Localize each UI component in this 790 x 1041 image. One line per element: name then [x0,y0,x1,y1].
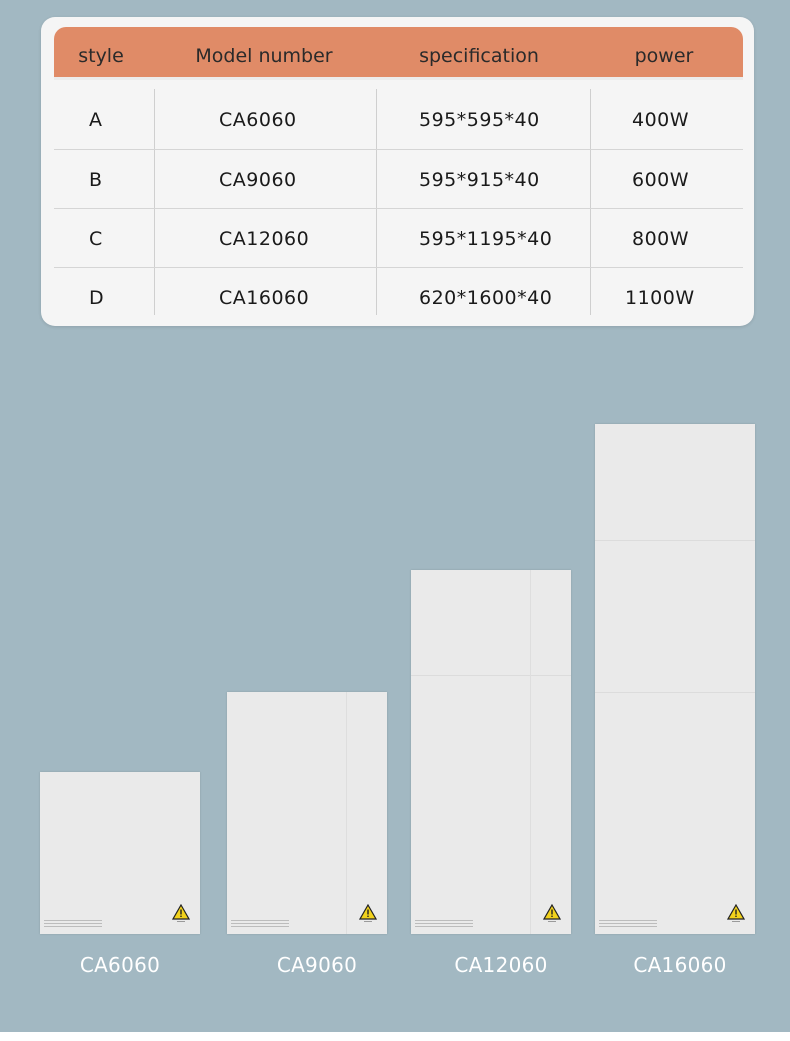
table-row [54,208,743,268]
caption-ca12060: CA12060 [454,953,548,977]
panel-label [599,920,657,928]
cell-model: CA6060 [219,109,297,131]
cell-spec: 595*1195*40 [419,228,553,250]
caption-ca6060: CA6060 [79,953,161,977]
panel-seam [595,540,755,541]
cell-style: C [89,228,103,250]
panel-seam [411,675,571,676]
panel-seam [595,692,755,693]
panel-ca12060 [411,570,571,934]
cell-spec: 595*595*40 [419,109,540,131]
cell-model: CA9060 [219,169,297,191]
panel-ca16060 [595,424,755,934]
warning-triangle-icon [727,904,745,924]
header-style: style [78,45,124,67]
cell-style: A [89,109,103,131]
cell-power: 600W [632,169,690,191]
panel-seam [530,570,531,934]
panel-label [44,920,102,928]
spec-table [41,17,754,326]
panel-ca9060 [227,692,387,934]
table-header [54,27,743,80]
cell-power: 1100W [625,287,695,309]
panel-seam [346,692,347,934]
caption-ca9060: CA9060 [276,953,358,977]
panel-label [415,920,473,928]
cell-spec: 595*915*40 [419,169,540,191]
cell-power: 800W [632,228,690,250]
header-model-number: Model number [195,45,333,67]
caption-ca16060: CA16060 [633,953,727,977]
warning-triangle-icon [359,904,377,924]
cell-model: CA12060 [219,228,310,250]
cell-spec: 620*1600*40 [419,287,553,309]
cell-power: 400W [632,109,690,131]
warning-triangle-icon [543,904,561,924]
table-row [54,149,743,209]
bottom-strip [0,1032,790,1041]
panel-ca6060 [40,772,200,934]
header-power: power [634,45,694,67]
table-row [54,90,743,149]
cell-style: D [89,287,105,309]
warning-triangle-icon [172,904,190,924]
cell-style: B [89,169,103,191]
table-row [54,267,743,327]
header-specification: specification [419,45,539,67]
panel-label [231,920,289,928]
cell-model: CA16060 [219,287,310,309]
